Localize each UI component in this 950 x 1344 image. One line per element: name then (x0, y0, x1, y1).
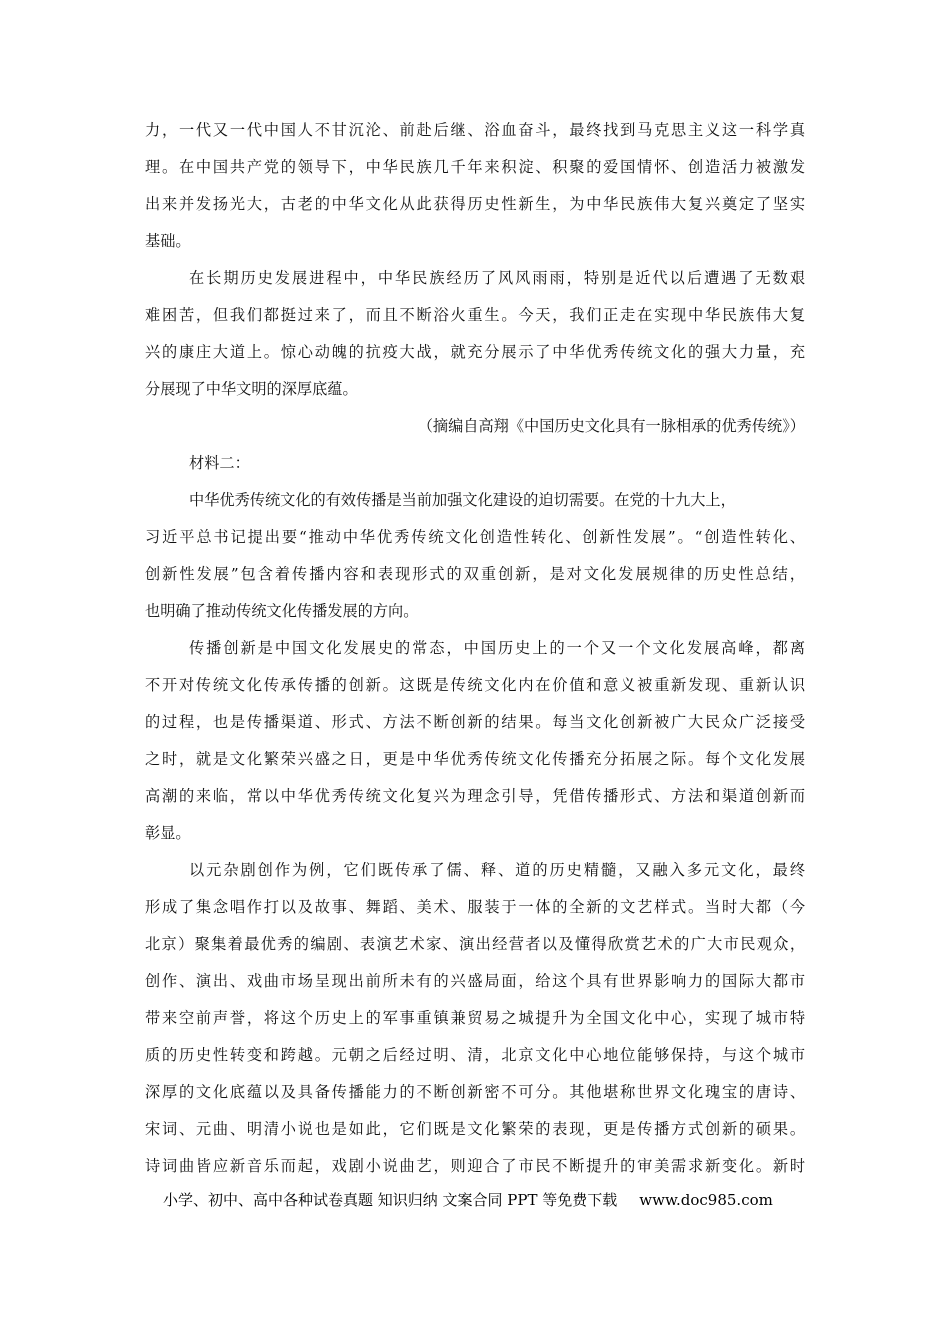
paragraph-5 (145, 852, 805, 1185)
text-line: 创作、演出、戏曲市场呈现出前所未有的兴盛局面，给这个具有世界影响力的国际大都市 (145, 972, 805, 990)
source-citation: （摘编自高翔《中国历史文化具有一脉相承的优秀传统》） (417, 417, 805, 435)
text-line: 力，一代又一代中国人不甘沉沦、前赴后继、浴血奋斗，最终找到马克思主义这一科学真 (145, 121, 805, 139)
text-line: 难困苦，但我们都挺过来了，而且不断浴火重生。今天，我们正走在实现中华民族伟大复 (145, 306, 805, 324)
text-line: 质的历史性转变和跨越。元朝之后经过明、清，北京文化中心地位能够保持，与这个城市 (145, 1046, 805, 1064)
text-line: 也明确了推动传统文化传播发展的方向。 (145, 602, 419, 620)
document-body (145, 112, 805, 1185)
text-line: 的过程，也是传播渠道、形式、方法不断创新的结果。每当文化创新被广大民众广泛接受 (145, 713, 805, 731)
text-line: 分展现了中华文明的深厚底蕴。 (145, 380, 358, 398)
footer-text: 小学、初中、高中各种试卷真题 知识归纳 文案合同 PPT 等免费下载 (163, 1191, 618, 1209)
text-line: 以元杂剧创作为例，它们既传承了儒、释、道的历史精髓，又融入多元文化，最终 (189, 861, 805, 879)
text-line: 北京）聚集着最优秀的编剧、表演艺术家、演出经营者以及懂得欣赏艺术的广大市民观众， (145, 935, 805, 953)
text-line: 宋词、元曲、明清小说也是如此，它们既是文化繁荣的表现，更是传播方式创新的硕果。 (145, 1120, 805, 1138)
text-line: 传播创新是中国文化发展史的常态，中国历史上的一个又一个文化发展高峰，都离 (189, 639, 805, 657)
text-line: 带来空前声誉，将这个历史上的军事重镇兼贸易之城提升为全国文化中心，实现了城市特 (145, 1009, 805, 1027)
text-line: 基础。 (145, 232, 191, 250)
page-footer (163, 1189, 803, 1210)
material-2-label: 材料二： (189, 454, 250, 472)
paragraph-4 (145, 630, 805, 852)
text-line: 不开对传统文化传承传播的创新。这既是传统文化内在价值和意义被重新发现、重新认识 (145, 676, 805, 694)
text-line: 彰显。 (145, 824, 191, 842)
text-line: 高潮的来临，常以中华优秀传统文化复兴为理念引导，凭借传播形式、方法和渠道创新而 (145, 787, 805, 805)
text-line: 出来并发扬光大，古老的中华文化从此获得历史性新生，为中华民族伟大复兴奠定了坚实 (145, 195, 805, 213)
text-line: 习近平总书记提出要“推动中华优秀传统文化创造性转化、创新性发展”。“创造性转化、 (145, 528, 805, 546)
text-line: 创新性发展”包含着传播内容和表现形式的双重创新，是对文化发展规律的历史性总结， (145, 565, 805, 583)
text-line: 中华优秀传统文化的有效传播是当前加强文化建设的迫切需要。在党的十九大上， (189, 491, 736, 509)
text-line: 深厚的文化底蕴以及具备传播能力的不断创新密不可分。其他堪称世界文化瑰宝的唐诗、 (145, 1083, 805, 1101)
text-line: 诗词曲皆应新音乐而起，戏剧小说曲艺，则迎合了市民不断提升的审美需求新变化。新时 (145, 1157, 805, 1175)
text-line: 在长期历史发展进程中，中华民族经历了风风雨雨，特别是近代以后遭遇了无数艰 (189, 269, 805, 287)
text-line: 之时，就是文化繁荣兴盛之日，更是中华优秀传统文化传播充分拓展之际。每个文化发展 (145, 750, 805, 768)
text-line: 理。在中国共产党的领导下，中华民族几千年来积淀、积聚的爱国情怀、创造活力被激发 (145, 158, 805, 176)
footer-link[interactable]: www.doc985.com (639, 1191, 773, 1209)
text-line: 形成了集念唱作打以及故事、舞蹈、美术、服装于一体的全新的文艺样式。当时大都（今 (145, 898, 805, 916)
text-line: 兴的康庄大道上。惊心动魄的抗疫大战，就充分展示了中华优秀传统文化的强大力量，充 (145, 343, 805, 361)
paragraph-2 (145, 260, 805, 408)
paragraph-1 (145, 112, 805, 260)
paragraph-3 (145, 482, 805, 630)
